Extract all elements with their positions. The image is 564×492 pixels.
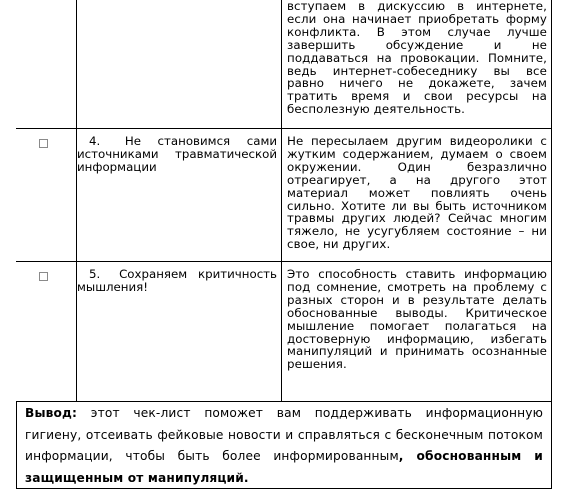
conclusion-bold-tail: , обоснованным и защищенным от манипуляций. [25, 449, 544, 485]
table-row [16, 128, 552, 262]
checkbox[interactable] [39, 272, 48, 281]
row-title-line [77, 268, 277, 294]
row-description: Не пересылаем другим видеоролики с жутким содержанием, думаем о своем окружении. Один безразлично отреагирует, а на другого этот материал может повлиять очень сильно. Хотите ли вы быть источником травмы других людей? Сейчас многим тяжело, не усугубляем состояние – ни свое, ни других. [287, 134, 547, 252]
row-title: Не становимся сами источниками травматической информации [77, 134, 278, 174]
column-divider [551, 128, 552, 261]
row-number: 5. [89, 267, 101, 281]
checkbox[interactable] [39, 139, 48, 148]
checklist-table [16, 0, 552, 489]
column-divider [551, 0, 552, 128]
row-description: вступаем в дискуссию в интернете, если она начинает приобретать форму конфликта. В этом случае лучше завершить обсуждение и не поддаваться на провокации. Помните, ведь интернет-собеседнику вы все равно ничего не докажете, зачем тратить время и свои ресурсы на бесполезную деятельность. [287, 0, 547, 117]
row-description: Это способность ставить информацию под сомнение, смотреть на проблему с разных сторон и в результате делать обоснованные выводы. Критическое мышление помогает полагаться на достоверную информацию, избегать манипуляций и принимать осознанные решения. [287, 267, 547, 372]
column-divider [551, 261, 552, 401]
row-title-line [77, 135, 277, 174]
column-divider [281, 128, 282, 261]
column-divider [76, 0, 77, 128]
column-divider [281, 261, 282, 401]
row-title: Сохраняем критичность мышления! [77, 267, 278, 294]
row-title-block [77, 135, 277, 174]
row-number: 4. [89, 134, 101, 148]
column-divider [281, 0, 282, 128]
table-row [16, 261, 552, 402]
conclusion [16, 401, 551, 489]
border-bottom [16, 488, 552, 489]
conclusion-text: этот чек-лист поможет вам поддерживать информационную гигиену, отсеивать фейковые новости и справляться с бесконечным потоком информации, чтобы быть более информированным [25, 406, 543, 463]
border-right [551, 401, 552, 489]
table-row [16, 0, 552, 129]
row-title-block [77, 268, 277, 294]
conclusion-label: Вывод: [25, 406, 78, 420]
